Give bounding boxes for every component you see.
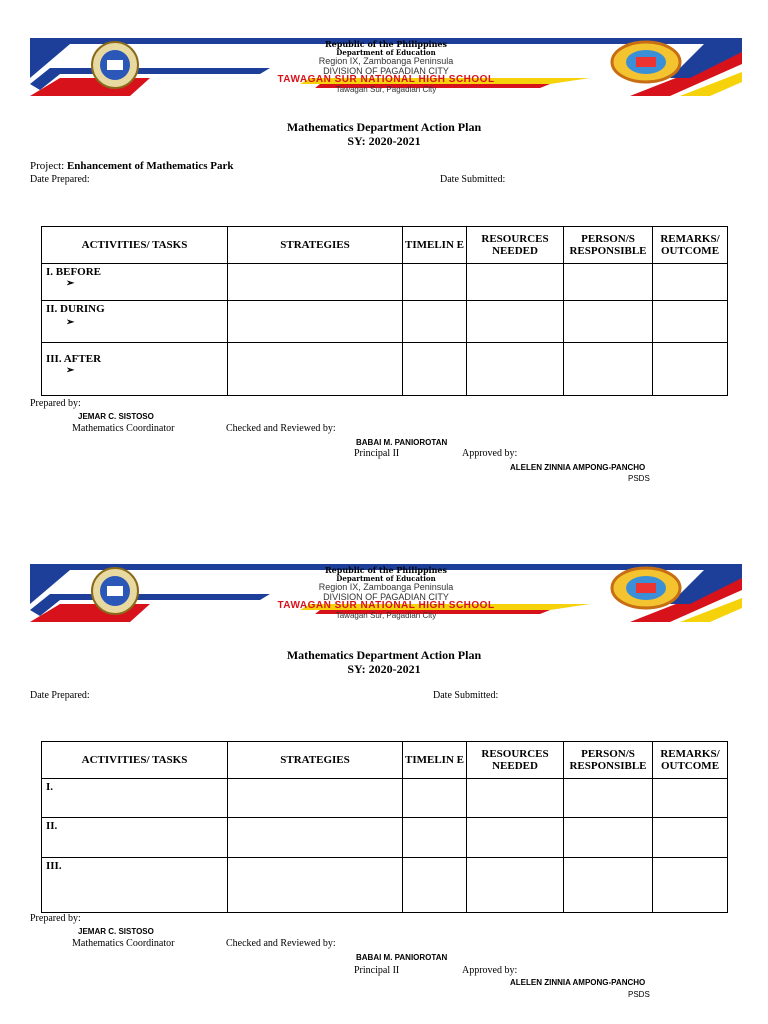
- table-cell[interactable]: [228, 343, 403, 396]
- table-cell[interactable]: [403, 301, 467, 343]
- row-label-after: [42, 343, 228, 396]
- header-timeline: TIMELIN E: [403, 227, 467, 264]
- table-cell[interactable]: [653, 264, 728, 301]
- table-cell[interactable]: [228, 818, 403, 858]
- header-activities: ACTIVITIES/ TASKS: [42, 742, 228, 779]
- table-header-row: [42, 742, 728, 779]
- header-resources: RESOURCES NEEDED: [467, 742, 564, 779]
- form2-coordinator-name: JEMAR C. SISTOSO: [78, 927, 154, 936]
- banner-deped: Department of Education: [336, 574, 436, 583]
- table-cell[interactable]: [228, 301, 403, 343]
- table-cell[interactable]: [467, 858, 564, 913]
- banner-republic: Republic of the Philippines: [324, 39, 447, 49]
- form1-action-plan-table: [41, 226, 728, 396]
- form2-principal-title: Principal II: [354, 965, 400, 976]
- form2-action-plan-table: [41, 741, 728, 913]
- form2-school-year: SY: 2020-2021: [347, 662, 421, 676]
- table-cell[interactable]: [403, 343, 467, 396]
- table-cell[interactable]: [564, 818, 653, 858]
- table-cell[interactable]: [403, 264, 467, 301]
- form1-psds-name: ALELEN ZINNIA AMPONG-PANCHO: [510, 463, 646, 472]
- header-persons: PERSON/S RESPONSIBLE: [564, 227, 653, 264]
- row-label-1: I.: [42, 779, 228, 818]
- table-cell[interactable]: [467, 818, 564, 858]
- table-cell[interactable]: [564, 264, 653, 301]
- banner-division: DIVISION OF PAGADIAN CITY: [323, 592, 449, 602]
- header-activities: ACTIVITIES/ TASKS: [42, 227, 228, 264]
- project-label: Project:: [30, 160, 65, 172]
- row-label-during: [42, 301, 228, 343]
- school-header-banner: [30, 38, 742, 96]
- form2-approved-by: Approved by:: [462, 965, 518, 976]
- header-persons: PERSON/S RESPONSIBLE: [564, 742, 653, 779]
- form1-date-submitted: Date Submitted:: [440, 174, 506, 185]
- table-row: [42, 264, 728, 301]
- table-cell[interactable]: [403, 858, 467, 913]
- form2-coordinator-title: Mathematics Coordinator: [72, 938, 175, 949]
- header-timeline: TIMELIN E: [403, 742, 467, 779]
- header-remarks: REMARKS/ OUTCOME: [653, 742, 728, 779]
- form1-prepared-by: Prepared by:: [30, 398, 81, 409]
- header-strategies: STRATEGIES: [228, 227, 403, 264]
- table-cell[interactable]: [467, 343, 564, 396]
- form2-checked-by: Checked and Reviewed by:: [226, 938, 336, 949]
- header-remarks: REMARKS/ OUTCOME: [653, 227, 728, 264]
- table-cell[interactable]: [467, 301, 564, 343]
- table-header-row: [42, 227, 728, 264]
- header-resources: RESOURCES NEEDED: [467, 227, 564, 264]
- banner-division: DIVISION OF PAGADIAN CITY: [323, 66, 449, 76]
- table-row: [42, 818, 728, 858]
- row-label-text: III. AFTER: [46, 353, 102, 365]
- row-label-before: [42, 264, 228, 301]
- bullet-arrow-icon: ➢: [66, 278, 75, 289]
- form1-coordinator-name: JEMAR C. SISTOSO: [78, 412, 154, 421]
- table-cell[interactable]: [653, 858, 728, 913]
- form2-title: Mathematics Department Action Plan: [286, 648, 482, 662]
- project-value: Enhancement of Mathematics Park: [66, 160, 234, 172]
- form1-project: [30, 160, 233, 172]
- form1-checked-by: Checked and Reviewed by:: [226, 423, 336, 434]
- form1-approved-by: Approved by:: [462, 448, 518, 459]
- form1-principal-name: BABAI M. PANIOROTAN: [356, 438, 448, 447]
- banner-address: Tawagan Sur, Pagadian City: [335, 611, 437, 620]
- header-strategies: STRATEGIES: [228, 742, 403, 779]
- table-row: [42, 343, 728, 396]
- banner-republic: Republic of the Philippines: [324, 565, 447, 575]
- row-label-text: I. BEFORE: [46, 266, 102, 278]
- bullet-arrow-icon: ➢: [66, 317, 75, 328]
- school-header-banner: [30, 564, 742, 622]
- table-cell[interactable]: [467, 264, 564, 301]
- banner-school: TAWAGAN SUR NATIONAL HIGH SCHOOL: [277, 74, 495, 85]
- table-cell[interactable]: [564, 858, 653, 913]
- form1-principal-title: Principal II: [354, 448, 400, 459]
- banner-school: TAWAGAN SUR NATIONAL HIGH SCHOOL: [277, 600, 495, 611]
- bullet-arrow-icon: ➢: [66, 365, 75, 376]
- table-cell[interactable]: [564, 779, 653, 818]
- table-cell[interactable]: [653, 343, 728, 396]
- table-cell[interactable]: [228, 264, 403, 301]
- form2-principal-name: BABAI M. PANIOROTAN: [356, 953, 448, 962]
- table-cell[interactable]: [403, 818, 467, 858]
- form2-date-prepared: Date Prepared:: [30, 690, 90, 701]
- table-cell[interactable]: [403, 779, 467, 818]
- table-cell[interactable]: [228, 779, 403, 818]
- table-row: [42, 779, 728, 818]
- table-cell[interactable]: [653, 818, 728, 858]
- form1-psds-title: PSDS: [628, 474, 650, 483]
- form2-psds-title: PSDS: [628, 990, 650, 999]
- form2-psds-name: ALELEN ZINNIA AMPONG-PANCHO: [510, 978, 646, 987]
- form2-prepared-by: Prepared by:: [30, 913, 81, 924]
- form1-title: Mathematics Department Action Plan: [286, 120, 482, 134]
- table-cell[interactable]: [564, 301, 653, 343]
- banner-region: Region IX, Zamboanga Peninsula: [318, 56, 454, 66]
- table-row: [42, 301, 728, 343]
- banner-region: Region IX, Zamboanga Peninsula: [318, 582, 454, 592]
- table-cell[interactable]: [228, 858, 403, 913]
- form1-coordinator-title: Mathematics Coordinator: [72, 423, 175, 434]
- form1-date-prepared: Date Prepared:: [30, 174, 90, 185]
- row-label-3: III.: [42, 858, 228, 913]
- form1-school-year: SY: 2020-2021: [347, 134, 421, 148]
- table-cell[interactable]: [653, 301, 728, 343]
- table-cell[interactable]: [467, 779, 564, 818]
- banner-address: Tawagan Sur, Pagadian City: [335, 85, 437, 94]
- table-row: [42, 858, 728, 913]
- form2-date-submitted: Date Submitted:: [433, 690, 499, 701]
- table-cell[interactable]: [564, 343, 653, 396]
- row-label-text: II. DURING: [46, 303, 105, 315]
- table-cell[interactable]: [653, 779, 728, 818]
- banner-deped: Department of Education: [336, 48, 436, 57]
- row-label-2: II.: [42, 818, 228, 858]
